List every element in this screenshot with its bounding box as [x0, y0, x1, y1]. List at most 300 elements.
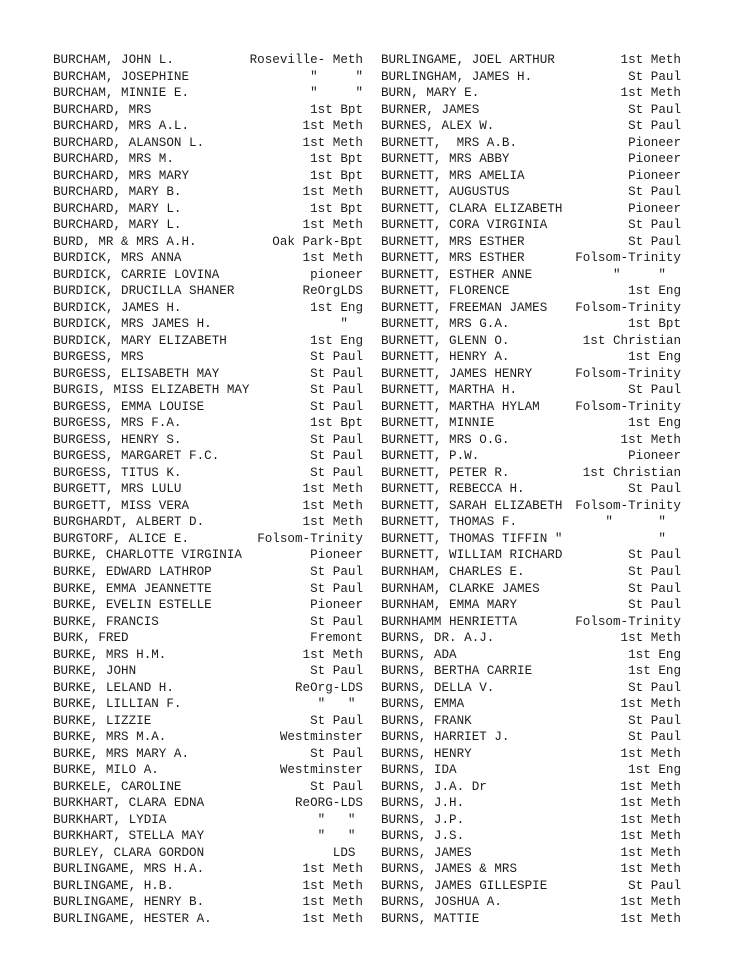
entry-name: BURCHARD, ALANSON L. — [53, 135, 205, 150]
entry-name: BURNETT, MARTHA H. — [381, 383, 518, 398]
directory-entry — [381, 168, 681, 185]
directory-entry — [381, 597, 681, 614]
entry-name: BURNETT, ESTHER ANNE — [381, 267, 533, 282]
directory-entry — [381, 333, 681, 350]
entry-name: BURCHARD, MRS A.L. — [53, 119, 190, 134]
entry-church: " — [658, 531, 681, 546]
entry-name: BURNS, FRANK — [381, 713, 472, 728]
entry-name: BURNS, DR. A.J. — [381, 631, 495, 646]
entry-church: " " — [310, 69, 363, 84]
directory-entry — [53, 894, 363, 911]
directory-entry — [53, 234, 363, 251]
entry-name: BURNETT, P.W. — [381, 449, 480, 464]
entry-church: St Paul — [628, 680, 681, 695]
entry-church: 1st Meth — [302, 498, 363, 513]
entry-name: BURDICK, MRS ANNA — [53, 251, 182, 266]
entry-church: 1st Bpt — [310, 416, 363, 431]
directory-entry — [53, 581, 363, 598]
entry-name: BURKHART, LYDIA — [53, 812, 167, 827]
directory-entry — [53, 514, 363, 531]
entry-name: BURNETT, CLARA ELIZABETH — [381, 201, 563, 216]
entry-name: BURKE, LIZZIE — [53, 713, 152, 728]
entry-name: BURNETT, HENRY A. — [381, 350, 510, 365]
directory-entry — [381, 85, 681, 102]
entry-name: BURCHARD, MRS MARY — [53, 168, 190, 183]
directory-entry — [53, 696, 363, 713]
entry-name: BURCHARD, MRS M. — [53, 152, 174, 167]
right-column — [381, 52, 681, 927]
directory-entry — [53, 531, 363, 548]
entry-church: St Paul — [628, 730, 681, 745]
entry-church: 1st Meth — [302, 911, 363, 926]
directory-entry — [381, 366, 681, 383]
entry-name: BURNHAM, EMMA MARY — [381, 598, 518, 613]
entry-name: BURKE, MRS H.M. — [53, 647, 167, 662]
entry-church: 1st Meth — [620, 895, 681, 910]
entry-church: 1st Eng — [628, 647, 681, 662]
entry-name: BURKE, EVELIN ESTELLE — [53, 598, 212, 613]
entry-name: BURNETT, FLORENCE — [381, 284, 510, 299]
directory-entry — [381, 647, 681, 664]
entry-church: Oak Park-Bpt — [272, 234, 363, 249]
directory-entry — [53, 597, 363, 614]
entry-name: BURNHAMM HENRIETTA — [381, 614, 518, 629]
directory-entry — [53, 217, 363, 234]
directory-entry — [381, 135, 681, 152]
entry-church: LDS — [332, 845, 363, 860]
entry-church: 1st Bpt — [310, 201, 363, 216]
entry-church: St Paul — [628, 713, 681, 728]
entry-church: St Paul — [628, 383, 681, 398]
entry-church: " " — [317, 829, 363, 844]
entry-name: BURNS, J.A. Dr — [381, 779, 487, 794]
entry-name: BURNETT, MRS A.B. — [381, 135, 518, 150]
directory-entry — [381, 481, 681, 498]
entry-name: BURNS, ADA — [381, 647, 457, 662]
entry-name: BURGHARDT, ALBERT D. — [53, 515, 205, 530]
entry-name: BURGESS, ELISABETH MAY — [53, 366, 220, 381]
entry-name: BURNS, JAMES & MRS — [381, 862, 518, 877]
entry-church: 1st Meth — [620, 631, 681, 646]
entry-church: Pioneer — [310, 598, 363, 613]
entry-church: Pioneer — [628, 135, 681, 150]
entry-name: BURGTORF, ALICE E. — [53, 531, 190, 546]
entry-church: St Paul — [628, 119, 681, 134]
directory-entry — [53, 316, 363, 333]
entry-church: 1st Eng — [310, 300, 363, 315]
entry-church: Folsom-Trinity — [257, 531, 363, 546]
entry-church: Westminster — [279, 730, 363, 745]
entry-church: 1st Meth — [302, 515, 363, 530]
directory-entry — [53, 498, 363, 515]
entry-church: 1st Meth — [302, 482, 363, 497]
directory-entry — [381, 630, 681, 647]
directory-entry — [381, 102, 681, 119]
entry-church: Folsom-Trinity — [575, 498, 681, 513]
directory-entry — [53, 663, 363, 680]
entry-church: Pioneer — [628, 449, 681, 464]
entry-church: 1st Meth — [302, 251, 363, 266]
directory-entry — [381, 779, 681, 796]
directory-entry — [381, 498, 681, 515]
directory-entry — [381, 349, 681, 366]
entry-church: 1st Meth — [620, 779, 681, 794]
entry-name: BURLINGAME, JOEL ARTHUR — [381, 53, 555, 67]
entry-name: BURKE, CHARLOTTE VIRGINIA — [53, 548, 242, 563]
entry-name: BURNS, EMMA — [381, 697, 465, 712]
entry-church: 1st Eng — [628, 416, 681, 431]
entry-name: BURLINGAME, HESTER A. — [53, 911, 212, 926]
entry-church: St Paul — [310, 383, 363, 398]
entry-name: BURNETT, MRS ABBY — [381, 152, 510, 167]
entry-church: Folsom-Trinity — [575, 300, 681, 315]
entry-name: BURGESS, MARGARET F.C. — [53, 449, 220, 464]
entry-name: BURNES, ALEX W. — [381, 119, 495, 134]
entry-church: 1st Meth — [620, 911, 681, 926]
directory-entry — [381, 69, 681, 86]
entry-name: BURN, MARY E. — [381, 86, 480, 101]
directory-entry — [53, 366, 363, 383]
entry-church: St Paul — [628, 185, 681, 200]
entry-name: BURKHART, CLARA EDNA — [53, 796, 205, 811]
directory-entry — [53, 52, 363, 69]
entry-name: BURCHAM, MINNIE E. — [53, 86, 190, 101]
entry-church: St Paul — [628, 878, 681, 893]
left-column — [53, 52, 363, 927]
directory-entry — [53, 382, 363, 399]
directory-entry — [53, 399, 363, 416]
entry-church: St Paul — [310, 614, 363, 629]
directory-entry — [53, 168, 363, 185]
entry-church: Folsom-Trinity — [575, 399, 681, 414]
directory-entry — [381, 514, 681, 531]
entry-name: BURNETT, FREEMAN JAMES — [381, 300, 548, 315]
entry-church: St Paul — [310, 581, 363, 596]
entry-name: BURNS, DELLA V. — [381, 680, 495, 695]
directory-entry — [381, 812, 681, 829]
entry-name: BURNETT, MRS ESTHER — [381, 234, 525, 249]
directory-entry — [381, 267, 681, 284]
directory-entry — [53, 630, 363, 647]
entry-name: BURNS, J.H. — [381, 796, 465, 811]
directory-entry — [381, 250, 681, 267]
entry-church: " " — [317, 697, 363, 712]
directory-entry — [381, 878, 681, 895]
entry-church: " " — [605, 515, 681, 530]
entry-church: 1st Eng — [628, 284, 681, 299]
entry-church: Westminster — [279, 763, 363, 778]
entry-name: BURLINGHAM, JAMES H. — [381, 69, 533, 84]
entry-church: 1st Meth — [302, 185, 363, 200]
entry-name: BURLINGAME, HENRY B. — [53, 895, 205, 910]
entry-name: BURGETT, MRS LULU — [53, 482, 182, 497]
directory-entry — [53, 481, 363, 498]
entry-church: 1st Meth — [620, 862, 681, 877]
entry-name: BURNETT, CORA VIRGINIA — [381, 218, 548, 233]
directory-entry — [53, 201, 363, 218]
entry-church: St Paul — [310, 366, 363, 381]
entry-name: BURNETT, MRS AMELIA — [381, 168, 525, 183]
entry-name: BURDICK, JAMES H. — [53, 300, 182, 315]
directory-entry — [53, 878, 363, 895]
entry-church: 1st Meth — [620, 845, 681, 860]
entry-church: 1st Meth — [620, 86, 681, 101]
entry-church: Folsom-Trinity — [575, 366, 681, 381]
directory-entry — [53, 762, 363, 779]
entry-church: 1st Christian — [582, 333, 681, 348]
directory-entry — [53, 333, 363, 350]
entry-name: BURGESS, TITUS K. — [53, 465, 182, 480]
entry-church: 1st Meth — [620, 796, 681, 811]
entry-name: BURNETT, REBECCA H. — [381, 482, 525, 497]
entry-name: BURKE, JOHN — [53, 664, 137, 679]
directory-entry — [381, 465, 681, 482]
entry-name: BURD, MR & MRS A.H. — [53, 234, 197, 249]
entry-church: Folsom-Trinity — [575, 251, 681, 266]
entry-church: St Paul — [310, 746, 363, 761]
directory-entry — [381, 729, 681, 746]
directory-entry — [381, 217, 681, 234]
entry-name: BURCHAM, JOHN L. — [53, 53, 174, 67]
entry-name: BURLEY, CLARA GORDON — [53, 845, 205, 860]
directory-entry — [381, 894, 681, 911]
directory-entry — [381, 696, 681, 713]
entry-name: BURNETT, SARAH ELIZABETH — [381, 498, 563, 513]
entry-name: BURNS, JAMES — [381, 845, 472, 860]
directory-entry — [381, 564, 681, 581]
entry-name: BURDICK, MARY ELIZABETH — [53, 333, 227, 348]
directory-entry — [381, 713, 681, 730]
entry-name: BURKE, MILO A. — [53, 763, 159, 778]
directory-entry — [53, 135, 363, 152]
entry-name: BURCHARD, MARY L. — [53, 218, 182, 233]
directory-entry — [53, 448, 363, 465]
directory-entry — [53, 779, 363, 796]
entry-name: BURCHAM, JOSEPHINE — [53, 69, 190, 84]
entry-name: BURK, FRED — [53, 631, 129, 646]
directory-entry — [381, 762, 681, 779]
directory-entry — [381, 614, 681, 631]
entry-name: BURNETT, MRS ESTHER — [381, 251, 525, 266]
directory-entry — [53, 102, 363, 119]
entry-name: BURNS, HENRY — [381, 746, 472, 761]
entry-church: St Paul — [628, 102, 681, 117]
entry-name: BURKHART, STELLA MAY — [53, 829, 205, 844]
entry-church: " " — [317, 812, 363, 827]
directory-entry — [53, 680, 363, 697]
entry-church: St Paul — [628, 598, 681, 613]
entry-church: 1st Eng — [628, 350, 681, 365]
directory-entry — [381, 415, 681, 432]
entry-church: 1st Meth — [302, 218, 363, 233]
entry-name: BURKE, LILLIAN F. — [53, 697, 182, 712]
entry-church: 1st Christian — [582, 465, 681, 480]
entry-name: BURNETT, AUGUSTUS — [381, 185, 510, 200]
entry-church: 1st Meth — [620, 432, 681, 447]
entry-name: BURNETT, GLENN O. — [381, 333, 510, 348]
entry-church: Pioneer — [628, 201, 681, 216]
entry-name: BURKE, LELAND H. — [53, 680, 174, 695]
directory-entry — [381, 828, 681, 845]
entry-church: St Paul — [310, 449, 363, 464]
entry-name: BURNHAM, CHARLES E. — [381, 564, 525, 579]
entry-church: Roseville- Meth — [249, 53, 363, 67]
entry-name: BURCHARD, MRS — [53, 102, 152, 117]
directory-entry — [53, 911, 363, 928]
entry-church: St Paul — [310, 432, 363, 447]
directory-entry — [381, 432, 681, 449]
entry-name: BURDICK, CARRIE LOVINA — [53, 267, 220, 282]
entry-name: BURCHARD, MARY B. — [53, 185, 182, 200]
directory-entry — [53, 746, 363, 763]
directory-entry — [381, 300, 681, 317]
entry-church: St Paul — [628, 482, 681, 497]
directory-entry — [381, 201, 681, 218]
entry-name: BURCHARD, MARY L. — [53, 201, 182, 216]
directory-entry — [381, 581, 681, 598]
entry-name: BURKE, EDWARD LATHROP — [53, 564, 212, 579]
directory-entry — [53, 151, 363, 168]
entry-church: 1st Meth — [302, 895, 363, 910]
entry-name: BURKELE, CAROLINE — [53, 779, 182, 794]
entry-church: 1st Meth — [302, 862, 363, 877]
directory-entry — [381, 52, 681, 69]
entry-name: BURNETT, PETER R. — [381, 465, 510, 480]
entry-church: 1st Meth — [302, 135, 363, 150]
entry-name: BURGESS, HENRY S. — [53, 432, 182, 447]
entry-church: pioneer — [310, 267, 363, 282]
entry-name: BURNS, JOSHUA A. — [381, 895, 502, 910]
entry-name: BURNETT, THOMAS F. — [381, 515, 518, 530]
entry-name: BURKE, FRANCIS — [53, 614, 159, 629]
entry-name: BURNETT, MRS O.G. — [381, 432, 510, 447]
entry-church: St Paul — [310, 779, 363, 794]
entry-church: 1st Bpt — [310, 168, 363, 183]
entry-name: BURNETT, MARTHA HYLAM — [381, 399, 540, 414]
entry-name: BURNER, JAMES — [381, 102, 480, 117]
entry-church: St Paul — [310, 399, 363, 414]
entry-name: BURGETT, MISS VERA — [53, 498, 190, 513]
directory-entry — [53, 547, 363, 564]
directory-entry — [381, 118, 681, 135]
entry-church: 1st Meth — [620, 746, 681, 761]
directory-entry — [53, 118, 363, 135]
directory-entry — [53, 812, 363, 829]
directory-entry — [381, 547, 681, 564]
entry-name: BURGESS, MRS F.A. — [53, 416, 182, 431]
entry-church: St Paul — [628, 69, 681, 84]
directory-entry — [53, 845, 363, 862]
entry-name: BURNETT, WILLIAM RICHARD — [381, 548, 563, 563]
entry-church: St Paul — [310, 664, 363, 679]
entry-church: " — [340, 317, 363, 332]
directory-entry — [53, 432, 363, 449]
entry-church: St Paul — [628, 581, 681, 596]
entry-church: Pioneer — [310, 548, 363, 563]
entry-church: St Paul — [310, 465, 363, 480]
entry-name: BURNS, J.S. — [381, 829, 465, 844]
directory-entry — [53, 267, 363, 284]
directory-entry — [53, 713, 363, 730]
entry-name: BURLINGAME, H.B. — [53, 878, 174, 893]
directory-entry — [53, 250, 363, 267]
entry-name: BURNETT, MRS G.A. — [381, 317, 510, 332]
directory-entry — [381, 746, 681, 763]
entry-name: BURLINGAME, MRS H.A. — [53, 862, 205, 877]
directory-entry — [381, 911, 681, 928]
entry-church: 1st Eng — [628, 664, 681, 679]
entry-church: 1st Meth — [620, 53, 681, 67]
directory-entry — [53, 283, 363, 300]
directory-entry — [381, 845, 681, 862]
entry-church: 1st Meth — [620, 812, 681, 827]
entry-church: Pioneer — [628, 152, 681, 167]
directory-entry — [53, 465, 363, 482]
entry-name: BURGIS, MISS ELIZABETH MAY — [53, 383, 250, 398]
entry-church: " " — [612, 267, 681, 282]
entry-church: Fremont — [310, 631, 363, 646]
entry-name: BURDICK, DRUCILLA SHANER — [53, 284, 235, 299]
entry-church: St Paul — [310, 564, 363, 579]
entry-church: 1st Meth — [302, 878, 363, 893]
directory-entry — [53, 729, 363, 746]
entry-name: BURGESS, EMMA LOUISE — [53, 399, 205, 414]
entry-name: BURNHAM, CLARKE JAMES — [381, 581, 540, 596]
entry-name: BURKE, MRS MARY A. — [53, 746, 190, 761]
entry-church: ReORG-LDS — [294, 796, 363, 811]
directory-entry — [53, 69, 363, 86]
directory-entry — [53, 647, 363, 664]
directory-entry — [53, 828, 363, 845]
entry-name: BURDICK, MRS JAMES H. — [53, 317, 212, 332]
entry-name: BURNS, BERTHA CARRIE — [381, 664, 533, 679]
entry-church: St Paul — [628, 218, 681, 233]
directory-entry — [53, 415, 363, 432]
entry-church: ReOrg-LDS — [294, 680, 363, 695]
directory-entry — [381, 283, 681, 300]
directory-entry — [381, 234, 681, 251]
directory-entry — [381, 448, 681, 465]
entry-church: 1st Meth — [302, 647, 363, 662]
entry-church: 1st Bpt — [310, 152, 363, 167]
entry-name: BURNS, JAMES GILLESPIE — [381, 878, 548, 893]
directory-entry — [381, 382, 681, 399]
entry-church: St Paul — [628, 564, 681, 579]
entry-church: 1st Meth — [302, 119, 363, 134]
entry-church: " " — [310, 86, 363, 101]
directory-entry — [53, 861, 363, 878]
entry-name: BURNS, IDA — [381, 763, 457, 778]
entry-church: 1st Bpt — [310, 102, 363, 117]
entry-name: BURNS, MATTIE — [381, 911, 480, 926]
entry-name: BURNS, J.P. — [381, 812, 465, 827]
entry-church: Folsom-Trinity — [575, 614, 681, 629]
directory-entry — [381, 316, 681, 333]
directory-entry — [53, 85, 363, 102]
entry-name: BURKE, EMMA JEANNETTE — [53, 581, 212, 596]
directory-entry — [381, 861, 681, 878]
entry-name: BURNETT, MINNIE — [381, 416, 495, 431]
entry-church: St Paul — [628, 548, 681, 563]
entry-church: 1st Meth — [620, 697, 681, 712]
directory-entry — [53, 349, 363, 366]
entry-church: St Paul — [310, 350, 363, 365]
directory-entry — [53, 300, 363, 317]
entry-church: St Paul — [310, 713, 363, 728]
entry-name: BURGESS, MRS — [53, 350, 144, 365]
directory-entry — [53, 564, 363, 581]
entry-church: 1st Meth — [620, 829, 681, 844]
